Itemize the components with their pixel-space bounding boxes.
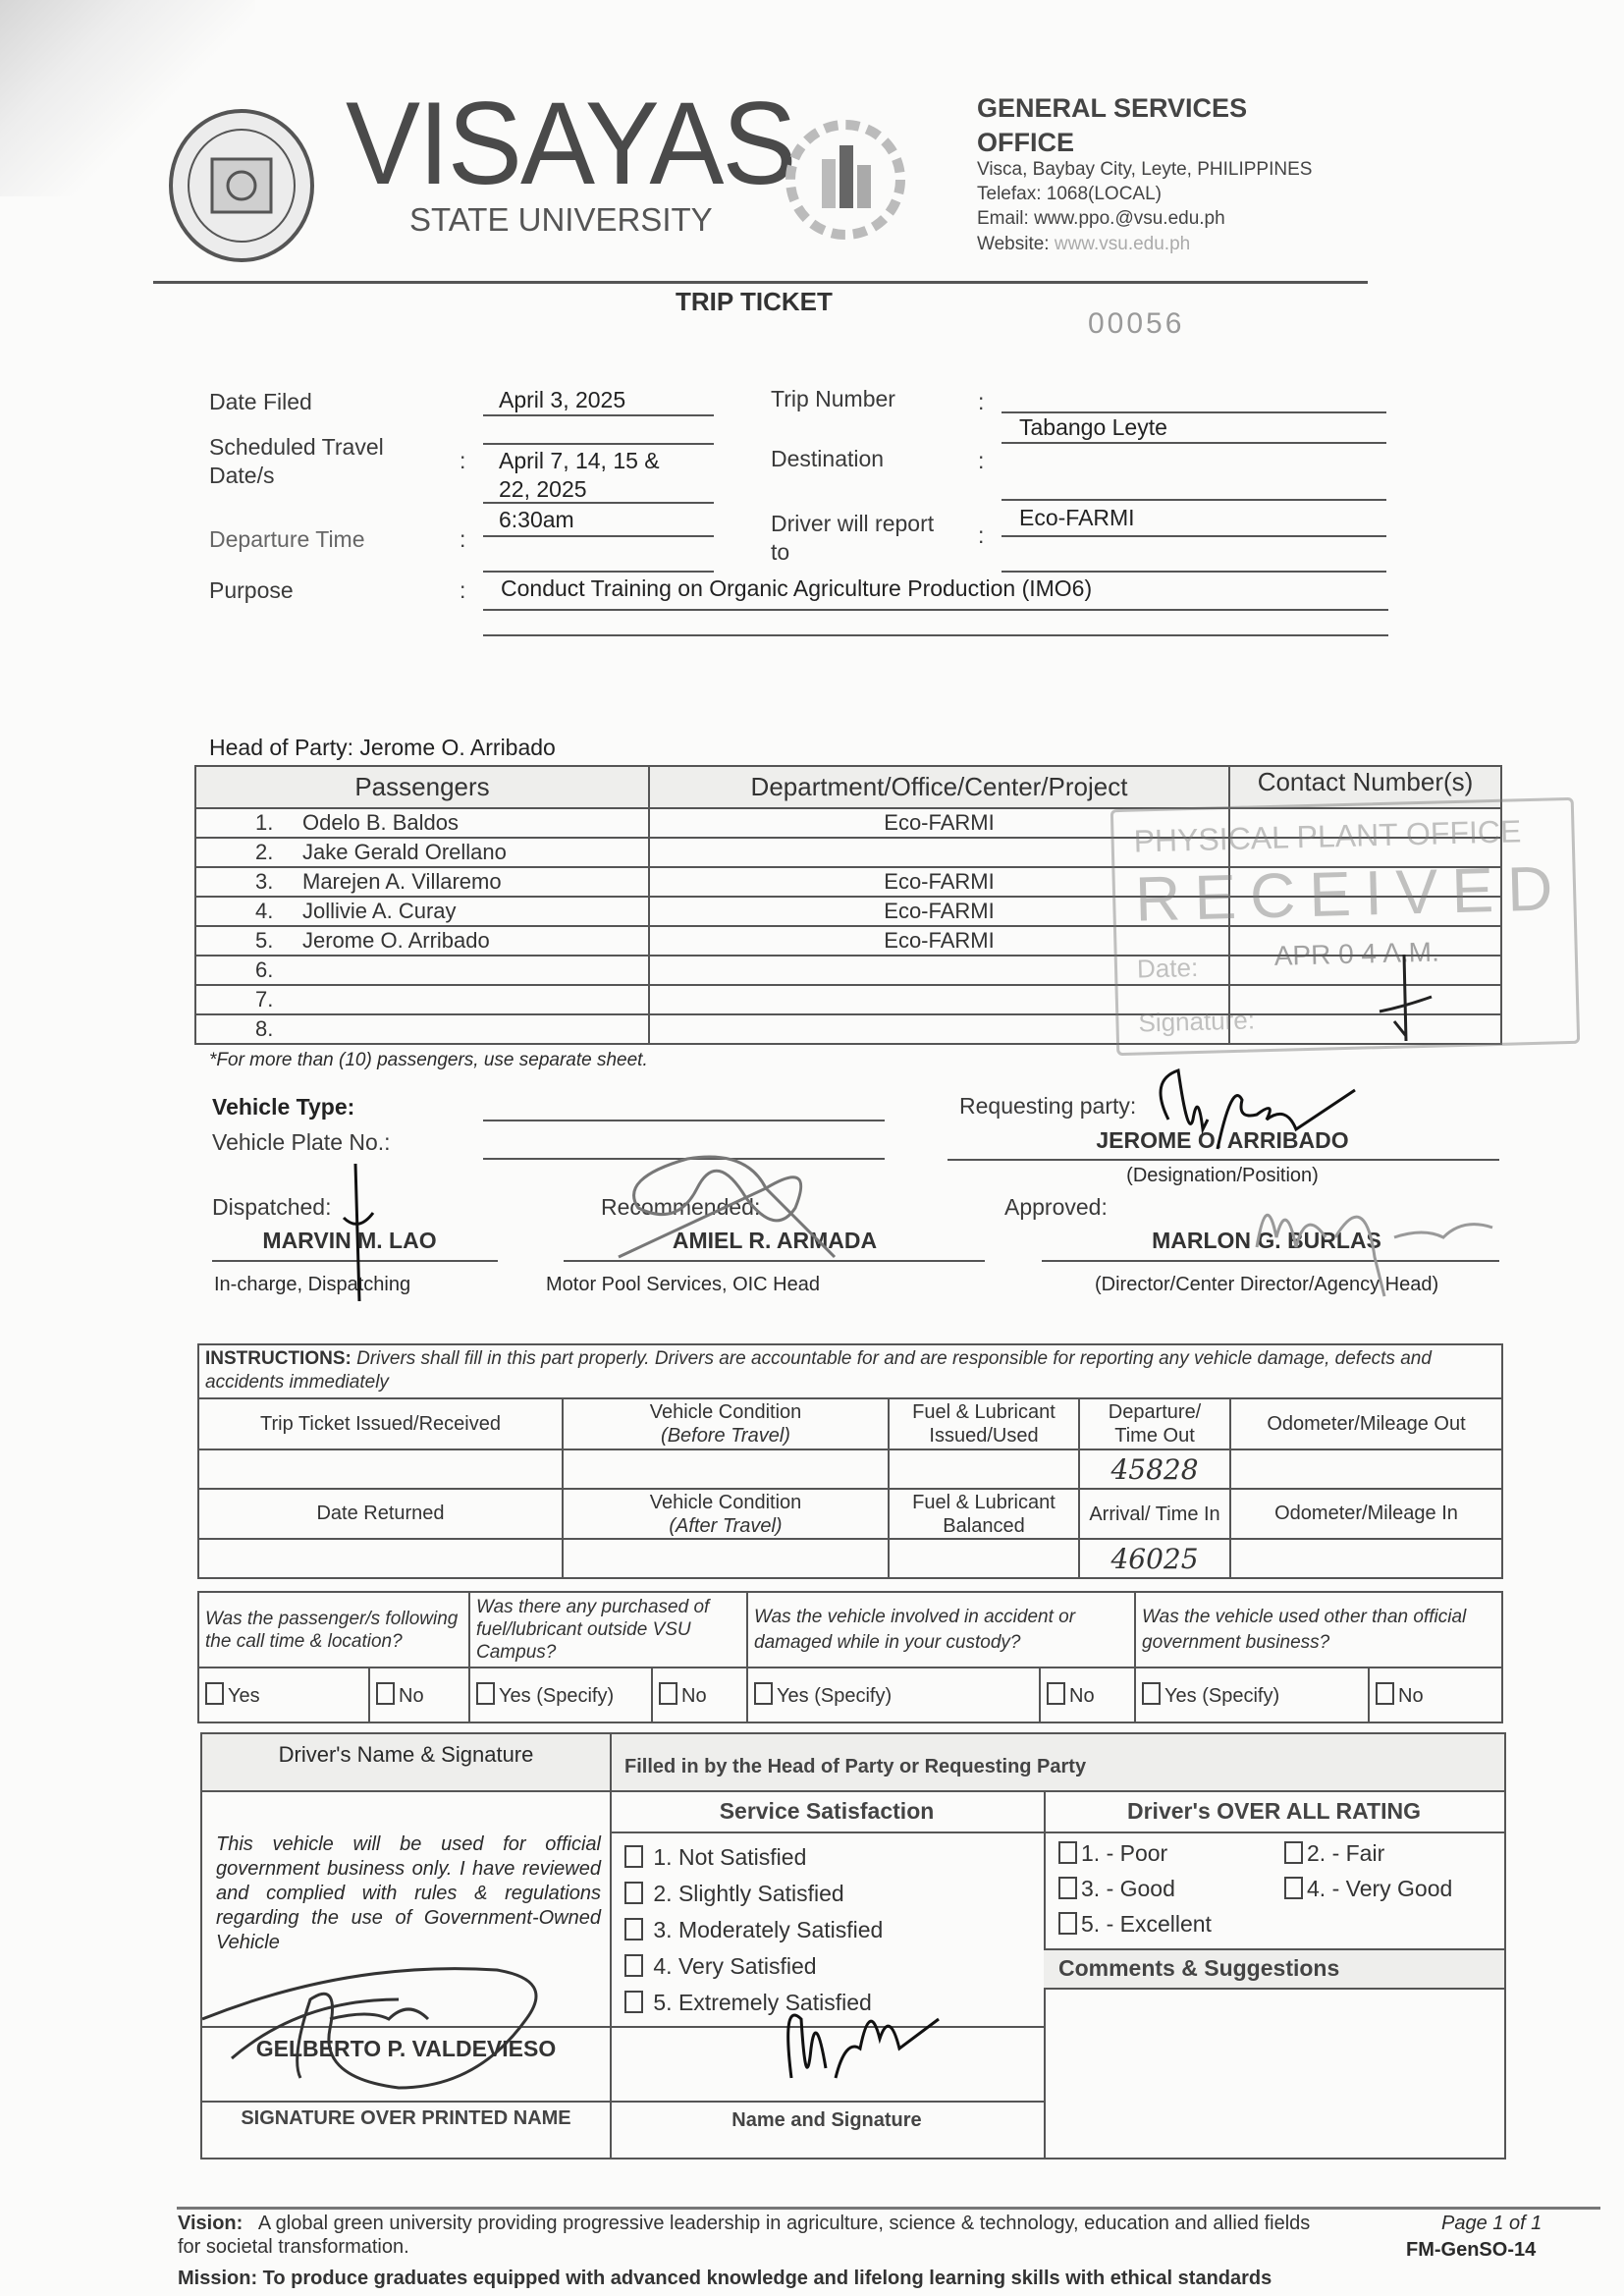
passenger-department: Eco-FARMI	[884, 810, 995, 835]
checkbox-icon[interactable]	[205, 1682, 224, 1705]
log-data-in	[198, 1539, 1502, 1578]
rating-option-label: 1. - Poor	[1081, 1840, 1168, 1866]
received-stamp	[1110, 797, 1580, 1056]
dispatched-label: Dispatched:	[212, 1194, 332, 1220]
checkbox-icon[interactable]	[624, 1954, 643, 1977]
passenger-name-cell[interactable]	[195, 1014, 649, 1044]
rating-options	[1058, 1838, 1490, 1946]
page-number: Page 1 of 1	[1441, 2213, 1543, 2234]
passenger-name: Marejen A. Villaremo	[302, 869, 502, 894]
control-number: 00056	[1088, 307, 1185, 340]
hdr-date-returned: Date Returned	[198, 1489, 563, 1539]
comments-header: Comments & Suggestions	[1058, 1955, 1340, 1981]
approved-label: Approved:	[1004, 1194, 1108, 1220]
question-call-time: Was the passenger/s following the call time & location?	[198, 1592, 469, 1667]
questions-table	[197, 1591, 1503, 1723]
checkbox-icon[interactable]	[1058, 1912, 1077, 1935]
comments-input[interactable]	[1046, 1988, 1504, 2158]
website-link[interactable]: www.vsu.edu.ph	[1054, 234, 1191, 254]
answer-label: Yes (Specify)	[777, 1685, 893, 1707]
office-title-line2: OFFICE	[977, 128, 1074, 157]
cell-trip-ticket-issued[interactable]	[198, 1449, 563, 1489]
instructions-text: Drivers shall fill in this part properly. Drivers are accountable for and are responsible for reporting any vehicle damage, defects and accidents immediately	[205, 1348, 1432, 1393]
answer-yes-q1[interactable]	[198, 1667, 369, 1722]
form-code: FM-GenSO-14	[1406, 2239, 1537, 2261]
hdr-vehicle-condition-before	[563, 1398, 889, 1449]
name-and-signature: Name and Signature	[731, 2109, 922, 2131]
destination-underline-2	[1001, 499, 1386, 501]
passenger-name-cell[interactable]	[195, 808, 649, 838]
service-option[interactable]	[624, 1915, 883, 1951]
checkbox-icon[interactable]	[376, 1682, 395, 1705]
approved-position: (Director/Center Director/Agency Head)	[1095, 1274, 1439, 1295]
checkbox-icon[interactable]	[1047, 1682, 1065, 1705]
stamp-date: APR 0 4 A.M.	[1273, 936, 1440, 971]
head-of-party-name: Jerome O. Arribado	[359, 735, 556, 760]
checkbox-icon[interactable]	[624, 1882, 643, 1904]
report-label-2: to	[771, 539, 790, 565]
checkbox-icon[interactable]	[1284, 1841, 1303, 1864]
service-option-label: 3. Moderately Satisfied	[653, 1917, 884, 1942]
trip-number-input[interactable]	[1001, 411, 1386, 413]
answer-label: Yes (Specify)	[1164, 1685, 1280, 1707]
rating-option[interactable]	[1284, 1838, 1384, 1868]
passenger-number: 6.	[255, 957, 274, 982]
driver-statement: This vehicle will be used for official government business only. I have reviewed and complied with rules & regulations regarding the use of Government-Owned Vehicle	[216, 1833, 601, 1953]
rating-option-label: 4. - Very Good	[1307, 1876, 1453, 1901]
service-option-label: 5. Extremely Satisfied	[653, 1990, 872, 2015]
question-unofficial-use: Was the vehicle used other than official government business?	[1135, 1592, 1502, 1667]
passenger-name: Odelo B. Baldos	[302, 810, 459, 835]
passenger-name: Jerome O. Arribado	[302, 928, 490, 953]
purpose-underline-2	[483, 634, 1388, 636]
instructions-label: INSTRUCTIONS:	[205, 1348, 352, 1369]
stamp-initial-signature	[1375, 953, 1434, 1051]
date-filed-label: Date Filed	[209, 389, 312, 414]
checkbox-icon[interactable]	[1376, 1682, 1394, 1705]
col-department	[649, 766, 1229, 808]
hdr-before-travel: (Before Travel)	[661, 1425, 790, 1447]
passenger-number: 3.	[255, 869, 274, 894]
trip-number-label: Trip Number	[771, 386, 895, 411]
report-colon: :	[978, 522, 985, 548]
answer-label: Yes (Specify)	[499, 1685, 615, 1707]
answer-no-q1[interactable]	[369, 1667, 469, 1722]
trip-number-colon: :	[978, 389, 985, 414]
driver-signature	[202, 1941, 615, 2107]
service-satisfaction-header: Service Satisfaction	[719, 1798, 935, 1824]
col-passengers	[195, 766, 649, 808]
answer-label: No	[399, 1685, 424, 1707]
stamp-received: RECEIVED	[1134, 852, 1568, 935]
departure-underline-2	[483, 571, 714, 573]
website-label: Website:	[977, 234, 1050, 254]
passenger-number: 7.	[255, 987, 274, 1011]
stamp-signature-label: Signature:	[1138, 1005, 1256, 1038]
departure-time-value[interactable]: 6:30am	[499, 507, 574, 532]
passenger-number: 2.	[255, 840, 274, 864]
destination-colon: :	[978, 448, 985, 473]
passenger-department: Eco-FARMI	[884, 899, 995, 923]
passenger-number: 1.	[255, 810, 274, 835]
answer-yes-q2[interactable]	[469, 1667, 652, 1722]
questions-row	[198, 1592, 1502, 1667]
checkbox-icon[interactable]	[659, 1682, 677, 1705]
dispatched-name: MARVIN M. LAO	[262, 1228, 437, 1253]
service-option-label: 4. Very Satisfied	[653, 1953, 817, 1979]
vehicle-log-table	[197, 1343, 1503, 1579]
header-rule	[153, 281, 1368, 284]
passenger-name-cell[interactable]	[195, 926, 649, 956]
question-accident: Was the vehicle involved in accident or damaged while in your custody?	[747, 1592, 1135, 1667]
service-option[interactable]	[624, 1842, 883, 1879]
cell-fuel-issued[interactable]	[889, 1449, 1079, 1489]
passenger-number: 5.	[255, 928, 274, 953]
purpose-underline	[483, 609, 1388, 611]
purpose-value[interactable]: Conduct Training on Organic Agriculture Production (IMO6)	[501, 575, 1093, 601]
driver-header: Driver's Name & Signature	[278, 1742, 534, 1767]
passenger-number: 8.	[255, 1016, 274, 1041]
instructions-row	[198, 1344, 1502, 1398]
scheduled-label-1: Scheduled Travel	[209, 434, 384, 460]
approved-name: MARLON G. BURLAS	[1152, 1228, 1381, 1253]
passenger-name-cell[interactable]	[195, 897, 649, 926]
vision-text: A global green university providing progressive leadership in agriculture, science & technology, education and allied fields for societal transformation.	[178, 2213, 1311, 2258]
evaluation-section	[200, 1732, 1506, 2159]
passenger-number: 4.	[255, 899, 274, 923]
vision-label: Vision:	[178, 2213, 244, 2234]
hdr-fuel-balanced: Fuel & Lubricant Balanced	[889, 1489, 1079, 1539]
report-underline	[1001, 535, 1386, 537]
cell-condition-before[interactable]	[563, 1449, 889, 1489]
scheduled-label-2: Date/s	[209, 463, 275, 488]
purpose-colon: :	[460, 577, 466, 603]
scheduled-value-2[interactable]: 22, 2025	[499, 476, 587, 502]
date-filed-underline	[483, 414, 714, 416]
rating-option-label: 3. - Good	[1081, 1876, 1175, 1901]
stamp-office: PHYSICAL PLANT OFFICE	[1133, 813, 1522, 859]
footer-rule	[177, 2207, 1600, 2210]
log-header-out	[198, 1398, 1502, 1449]
checkbox-icon[interactable]	[624, 1991, 643, 2013]
passenger-name-cell[interactable]	[195, 838, 649, 867]
checkbox-icon[interactable]	[754, 1682, 773, 1705]
passengers-header-row	[195, 766, 1501, 808]
scheduled-underline	[483, 502, 714, 504]
vehicle-type-input[interactable]	[483, 1120, 885, 1121]
date-filed-value[interactable]: April 3, 2025	[499, 387, 626, 412]
requesting-party-name: JEROME O. ARRIBADO	[1096, 1127, 1349, 1153]
answer-no-q3[interactable]	[1040, 1667, 1135, 1722]
hdr-fuel-issued: Fuel & Lubricant Issued/Used	[889, 1398, 1079, 1449]
requesting-position: (Designation/Position)	[1126, 1165, 1319, 1186]
answer-label: Yes	[228, 1685, 260, 1707]
answer-label: No	[1069, 1685, 1095, 1707]
checkbox-icon[interactable]	[1284, 1877, 1303, 1899]
passenger-name: Jollivie A. Curay	[302, 899, 457, 923]
departure-colon: :	[460, 526, 466, 552]
log-header-in	[198, 1489, 1502, 1539]
report-to-value[interactable]: Eco-FARMI	[1019, 505, 1135, 530]
rating-option-label: 2. - Fair	[1307, 1840, 1385, 1866]
answer-label: No	[681, 1685, 707, 1707]
checkbox-icon[interactable]	[1058, 1841, 1077, 1864]
purpose-label: Purpose	[209, 577, 294, 603]
mission-statement: Mission: To produce graduates equipped with advanced knowledge and lifelong learning skills with ethical standards	[178, 2268, 1272, 2289]
filled-by-header: Filled in by the Head of Party or Requesting Party	[624, 1756, 1087, 1777]
driver-name: GELBERTO P. VALDEVIESO	[255, 2036, 557, 2061]
checkbox-icon[interactable]	[1142, 1682, 1161, 1705]
departure-underline	[483, 535, 714, 537]
recommended-signature	[599, 1149, 893, 1267]
hdr-odometer-out: Odometer/Mileage Out	[1230, 1398, 1502, 1449]
service-option[interactable]	[624, 1879, 883, 1915]
cell-fuel-balanced[interactable]	[889, 1539, 1079, 1578]
rating-option[interactable]	[1058, 1909, 1212, 1939]
checkbox-icon[interactable]	[1058, 1877, 1077, 1899]
head-of-party-signature	[752, 1980, 948, 2107]
rating-option[interactable]	[1058, 1838, 1167, 1868]
scheduled-top-underline	[483, 443, 714, 445]
office-title-line1: GENERAL SERVICES	[977, 93, 1248, 123]
answer-label: No	[1398, 1685, 1424, 1707]
departure-time-label: Departure Time	[209, 526, 365, 552]
office-email: Email: www.ppo.@vsu.edu.ph	[977, 208, 1225, 229]
answer-no-q2[interactable]	[652, 1667, 747, 1722]
rating-option-label: 5. - Excellent	[1081, 1911, 1212, 1937]
service-option-label: 2. Slightly Satisfied	[653, 1881, 844, 1906]
hdr-trip-ticket-issued: Trip Ticket Issued/Received	[198, 1398, 563, 1449]
hdr-vehicle-condition: Vehicle Condition	[649, 1401, 802, 1423]
destination-value[interactable]: Tabango Leyte	[1019, 414, 1167, 440]
rating-option[interactable]	[1058, 1874, 1175, 1903]
cell-arrival-value[interactable]: 46025	[1079, 1539, 1230, 1578]
cell-departure-value[interactable]: 45828	[1079, 1449, 1230, 1489]
cell-date-returned[interactable]	[198, 1539, 563, 1578]
office-website	[977, 234, 1190, 255]
stamp-date-label: Date:	[1136, 952, 1199, 984]
checkbox-icon[interactable]	[624, 1845, 643, 1868]
hdr-vehicle-condition: Vehicle Condition	[649, 1491, 802, 1513]
answer-yes-q4[interactable]	[1135, 1667, 1369, 1722]
cell-condition-after[interactable]	[563, 1539, 889, 1578]
col-passengers-label: Passengers	[354, 772, 490, 801]
signature-over-printed-name: SIGNATURE OVER PRINTED NAME	[241, 2107, 571, 2129]
answer-yes-q3[interactable]	[747, 1667, 1040, 1722]
hdr-departure-time: Departure/ Time Out	[1079, 1398, 1230, 1449]
requesting-party-label: Requesting party:	[959, 1093, 1137, 1119]
passenger-department: Eco-FARMI	[884, 928, 995, 953]
vehicle-type-label: Vehicle Type:	[212, 1094, 355, 1120]
head-of-party	[209, 735, 556, 761]
passenger-name-cell[interactable]	[195, 867, 649, 897]
col-contact-label: Contact Number(s)	[1257, 767, 1474, 796]
passenger-name-cell[interactable]	[195, 985, 649, 1014]
recommended-position: Motor Pool Services, OIC Head	[546, 1274, 820, 1295]
dispatched-position: In-charge, Dispatching	[214, 1274, 411, 1295]
office-address: Visca, Baybay City, Leyte, PHILIPPINES	[977, 159, 1313, 180]
passengers-note: *For more than (10) passengers, use separate sheet.	[209, 1050, 648, 1070]
ppo-gear-logo	[783, 110, 908, 249]
hdr-vehicle-condition-after	[563, 1489, 889, 1539]
destination-label: Destination	[771, 446, 885, 471]
rating-header: Driver's OVER ALL RATING	[1127, 1798, 1421, 1824]
scheduled-colon: :	[460, 448, 466, 473]
hdr-after-travel: (After Travel)	[669, 1514, 783, 1537]
university-seal	[168, 108, 315, 263]
log-data-out	[198, 1449, 1502, 1489]
hdr-odometer-in: Odometer/Mileage In	[1230, 1489, 1502, 1539]
checkbox-icon[interactable]	[476, 1682, 495, 1705]
answers-row	[198, 1667, 1502, 1722]
cell-odometer-in[interactable]	[1230, 1539, 1502, 1578]
passenger-name-cell[interactable]	[195, 956, 649, 985]
report-underline-2	[1001, 571, 1386, 573]
recommended-label: Recommended:	[601, 1194, 761, 1220]
checkbox-icon[interactable]	[624, 1918, 643, 1941]
passenger-department: Eco-FARMI	[884, 869, 995, 894]
dispatched-signature	[334, 1159, 393, 1306]
hdr-arrival-time: Arrival/ Time In	[1079, 1489, 1230, 1539]
approved-signature	[1247, 1178, 1502, 1306]
head-of-party-label: Head of Party:	[209, 735, 354, 760]
office-telefax: Telefax: 1068(LOCAL)	[977, 184, 1162, 204]
question-fuel-purchase: Was there any purchased of fuel/lubricant outside VSU Campus?	[469, 1592, 747, 1667]
requesting-party-signature	[1149, 1061, 1365, 1169]
rating-option[interactable]	[1284, 1874, 1452, 1903]
report-label-1: Driver will report	[771, 511, 935, 536]
col-department-label: Department/Office/Center/Project	[750, 772, 1128, 801]
recommended-name: AMIEL R. ARMADA	[672, 1228, 878, 1253]
passenger-name: Jake Gerald Orellano	[302, 840, 507, 864]
university-name: VISAYAS	[346, 78, 795, 209]
scheduled-value-1[interactable]: April 7, 14, 15 &	[499, 448, 660, 473]
university-subtitle: STATE UNIVERSITY	[409, 201, 713, 238]
service-option-label: 1. Not Satisfied	[653, 1844, 807, 1870]
form-title: TRIP TICKET	[676, 287, 833, 316]
vehicle-plate-label: Vehicle Plate No.:	[212, 1129, 391, 1155]
cell-odometer-out[interactable]	[1230, 1449, 1502, 1489]
answer-no-q4[interactable]	[1369, 1667, 1502, 1722]
destination-underline	[1001, 442, 1386, 444]
vision-statement	[178, 2212, 1336, 2259]
instructions-cell	[198, 1344, 1502, 1398]
